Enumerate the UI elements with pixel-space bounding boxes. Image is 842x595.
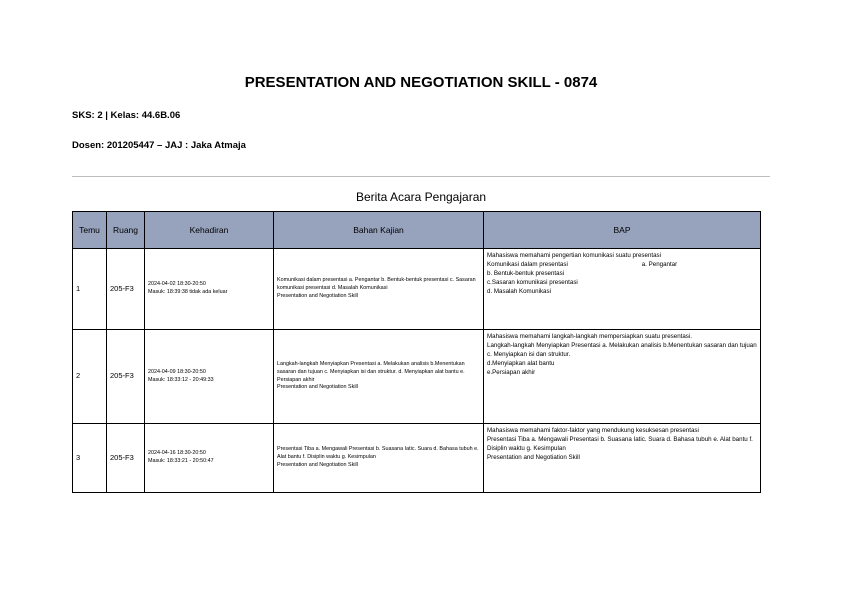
bap-line: Komunikasi dalam presentasi a. Pengantar bbox=[487, 260, 678, 268]
cell-kehadiran bbox=[145, 330, 274, 424]
bap-line: c.Sasaran komunikasi presentasi bbox=[487, 278, 578, 286]
table-row bbox=[73, 330, 761, 424]
bahan-topik: Presentasi Tiba a. Mengawali Presentasi b. Suasana Iatic. Suara d. Bahasa tubuh e. Alat bantu f. Disiplin waktu g. Kesimpulan bbox=[277, 446, 480, 461]
bahan-topik: Komunikasi dalam presentasi a. Pengantar b. Bentuk-bentuk presentasi c. Sasaran komunikasi presentasi d. Masalah Komunikasi bbox=[277, 277, 478, 292]
cell-temu: 3 bbox=[73, 424, 107, 493]
header-temu: Temu bbox=[73, 212, 107, 249]
cell-bap bbox=[484, 249, 761, 330]
bap-line: b. Bentuk-bentuk presentasi bbox=[487, 269, 565, 277]
kehadiran-masuk: Masuk: 18:39:38 tidak ada keluar bbox=[148, 289, 228, 295]
table-row bbox=[73, 424, 761, 493]
bap-line: Mahasiswa memahami langkah-langkah mempersiapkan suatu presentasi. bbox=[487, 333, 692, 340]
bap-line: Mahasiswa memahami pengertian komunikasi suatu presentasi bbox=[487, 252, 662, 259]
header-ruang: Ruang bbox=[107, 212, 145, 249]
bap-line: Mahasiswa memahami faktor-faktor yang mendukung kesuksesan presentasi bbox=[487, 427, 699, 434]
cell-temu: 1 bbox=[73, 249, 107, 330]
header-bap: BAP bbox=[484, 212, 761, 249]
bap-line: d.Menyiapkan alat bantu bbox=[487, 359, 555, 367]
bap-line: e.Persiapan akhir bbox=[487, 368, 536, 376]
bahan-matakuliah: Presentation and Negotiation Skill bbox=[277, 461, 358, 468]
cell-ruang: 205-F3 bbox=[107, 424, 145, 493]
divider bbox=[72, 176, 770, 177]
table-header-row bbox=[73, 212, 761, 249]
kehadiran-jadwal: 2024-04-02 18:30-20:50 bbox=[148, 281, 206, 288]
section-title: Berita Acara Pengajaran bbox=[355, 190, 487, 204]
cell-kehadiran bbox=[145, 249, 274, 330]
bap-line: Presentation and Negotiation Skill bbox=[487, 453, 580, 461]
bahan-topik: Langkah-langkah Menyiapkan Presentasi a. Melakukan analisis b.Menentukan sasaran dan tujuan c. Menyiapkan isi dan struktur. d. Menyiapkan alat bantu e. Persiapan akhir bbox=[277, 360, 467, 383]
bahan-matakuliah: Presentation and Negotiation Skill bbox=[277, 292, 358, 299]
bap-line: d. Masalah Komunikasi bbox=[487, 287, 551, 295]
cell-kehadiran bbox=[145, 424, 274, 493]
cell-bap bbox=[484, 424, 761, 493]
cell-bahan-kajian bbox=[274, 330, 484, 424]
header-bahan-kajian: Bahan Kajian bbox=[274, 212, 484, 249]
bap-line: Langkah-langkah Menyiapkan Presentasi a. Melakukan analisis b.Menentukan sasaran dan tujuan bbox=[487, 341, 757, 349]
table-row bbox=[73, 249, 761, 330]
sks-kelas-line: SKS: 2 | Kelas: 44.6B.06 bbox=[72, 110, 181, 121]
document-title: PRESENTATION AND NEGOTIATION SKILL - 0874 bbox=[244, 74, 598, 91]
bahan-matakuliah: Presentation and Negotiation Skill bbox=[277, 384, 358, 391]
dosen-line: Dosen: 201205447 – JAJ : Jaka Atmaja bbox=[72, 140, 246, 151]
kehadiran-masuk: Masuk: 18:33:12 - 20:49:33 bbox=[148, 376, 214, 383]
header-kehadiran: Kehadiran bbox=[145, 212, 274, 249]
cell-bap bbox=[484, 330, 761, 424]
kehadiran-jadwal: 2024-04-09 18:30-20:50 bbox=[148, 368, 206, 375]
kehadiran-jadwal: 2024-04-16 18:30-20:50 bbox=[148, 450, 206, 457]
bap-line: Presentasi Tiba a. Mengawali Presentasi b. Suasana Iatic. Suara d. Bahasa tubuh e. Alat bantu f. Disiplin waktu g. Kesimpulan bbox=[487, 435, 755, 452]
kehadiran-masuk: Masuk: 18:33:21 - 20:50:47 bbox=[148, 458, 214, 464]
cell-temu: 2 bbox=[73, 330, 107, 424]
bap-line: c. Menyiapkan isi dan struktur. bbox=[487, 350, 571, 358]
cell-bahan-kajian bbox=[274, 424, 484, 493]
bap-table bbox=[72, 211, 761, 493]
cell-ruang: 205-F3 bbox=[107, 330, 145, 424]
cell-ruang: 205-F3 bbox=[107, 249, 145, 330]
cell-bahan-kajian bbox=[274, 249, 484, 330]
